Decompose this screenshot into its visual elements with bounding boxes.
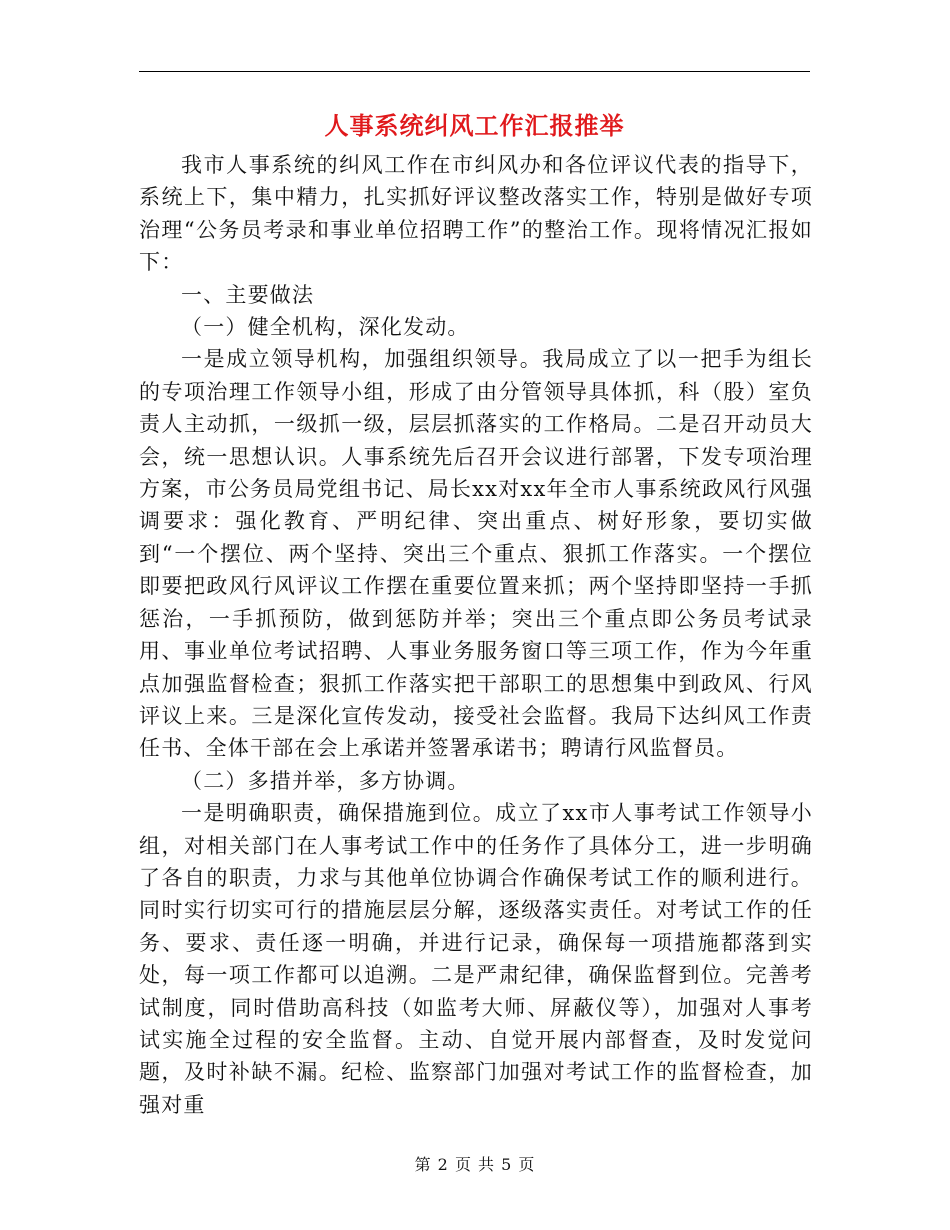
- intro-paragraph: 我市人事系统的纠风工作在市纠风办和各位评议代表的指导下，系统上下，集中精力，扎实抓好评议整改落实工作，特别是做好专项治理“公务员考录和事业单位招聘工作”的整治工作。现将情况汇报如下：: [139, 153, 813, 275]
- subsection-heading-2: （二）多措并举，多方协调。: [181, 768, 470, 793]
- document-title: 人事系统纠风工作汇报推举: [324, 111, 625, 140]
- body-paragraph-1: 一是成立领导机构，加强组织领导。我局成立了以一把手为组长的专项治理工作领导小组，形成了由分管领导具体抓，科（股）室负责人主动抓，一级抓一级，层层抓落实的工作格局。二是召开动员大会，统一思想认识。人事系统先后召开会议进行部署，下发专项治理方案，市公务员局党组书记、局长xx对xx年全市人事系统政风行风强调要求：强化教育、严明纪律、突出重点、树好形象，要切实做到“一个摆位、两个坚持、突出三个重点、狠抓工作落实。一个摆位即要把政风行风评议工作摆在重要位置来抓；两个坚持即坚持一手抓惩治，一手抓预防，做到惩防并举；突出三个重点即公务员考试录用、事业单位考试招聘、人事业务服务窗口等三项工作，作为今年重点加强监督检查；狠抓工作落实把干部职工的思想集中到政风、行风评议上来。三是深化宣传发动，接受社会监督。我局下达纠风工作责任书、全体干部在会上承诺并签署承诺书；聘请行风监督员。: [139, 347, 813, 761]
- body-paragraph-2: 一是明确职责，确保措施到位。成立了xx市人事考试工作领导小组，对相关部门在人事考试工作中的任务作了具体分工，进一步明确了各自的职责，力求与其他单位协调合作确保考试工作的顺利进行。同时实行切实可行的措施层层分解，逐级落实责任。对考试工作的任务、要求、责任逐一明确，并进行记录，确保每一项措施都落到实处，每一项工作都可以追溯。二是严肃纪律，确保监督到位。完善考试制度，同时借助高科技（如监考大师、屏蔽仪等），加强对人事考试实施全过程的安全监督。主动、自觉开展内部督查，及时发觉问题，及时补缺不漏。纪检、监察部门加强对考试工作的监督检查，加强对重: [139, 801, 813, 1117]
- page-number-footer: 第 2 页 共 5 页: [414, 1155, 536, 1174]
- subsection-heading-1: （一）健全机构，深化发动。: [181, 315, 470, 340]
- header-rule: [139, 71, 810, 72]
- section-heading-main-practices: 一、主要做法: [181, 282, 315, 307]
- document-body: [139, 149, 813, 1121]
